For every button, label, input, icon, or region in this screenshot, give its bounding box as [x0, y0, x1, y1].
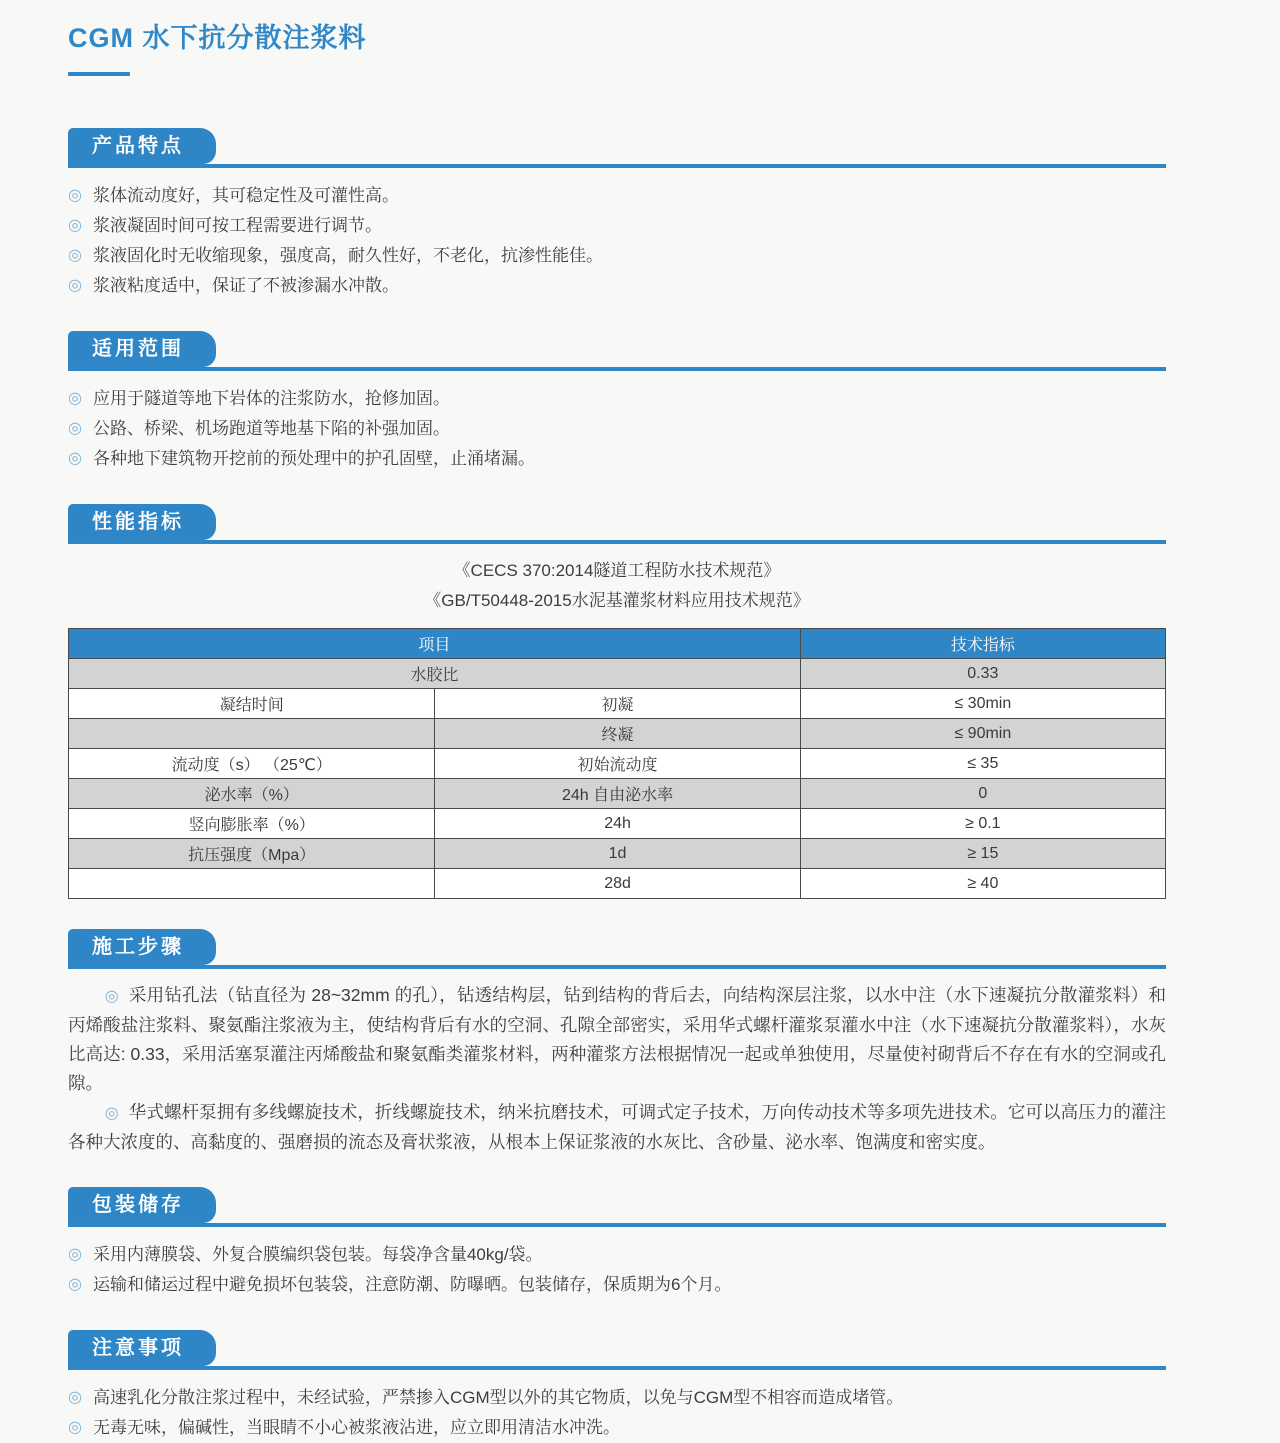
table-row: [69, 809, 1166, 839]
table-cell: 24h 自由泌水率: [435, 779, 800, 809]
list-item: [68, 211, 1166, 241]
table-row: [69, 869, 1166, 899]
section-header-rule: [68, 1330, 1166, 1370]
table-cell: 水胶比: [69, 659, 801, 689]
bullseye-icon: ◎: [68, 217, 82, 234]
packaging-list: [68, 1240, 1166, 1300]
table-cell: 0.33: [800, 659, 1165, 689]
table-row: [69, 659, 1166, 689]
standard-reference: 《GB/T50448-2015水泥基灌浆材料应用技术规范》: [424, 591, 810, 610]
column-header-item: 项目: [69, 629, 801, 659]
bullseye-icon: ◎: [104, 988, 119, 1005]
list-item: [68, 1413, 1166, 1443]
bullseye-icon: ◎: [68, 247, 82, 264]
bullseye-icon: ◎: [68, 277, 82, 294]
list-item-text: 浆液凝固时间可按工程需要进行调节。: [92, 216, 382, 235]
section-construction: [68, 929, 1166, 1157]
paragraph: [68, 1098, 1166, 1157]
section-heading-tab: 施工步骤: [68, 929, 216, 965]
paragraph-text: 华式螺杆泵拥有多线螺旋技术，折线螺旋技术，纳米抗磨技术，可调式定子技术，万向传动技术等多项先进技术。它可以高压力的灌注各种大浓度的、高黏度的、强磨损的流态及膏状浆液，从根本上保证浆液的水灰比、含砂量、泌水率、饱满度和密实度。: [68, 1102, 1166, 1152]
table-cell: 抗压强度（Mpa）: [69, 839, 435, 869]
section-header-rule: [68, 504, 1166, 544]
bullseye-icon: ◎: [104, 1105, 119, 1122]
title-underline: [68, 72, 130, 76]
list-item-text: 采用内薄膜袋、外复合膜编织袋包装。每袋净含量40kg/袋。: [92, 1245, 543, 1264]
section-heading-tab: 适用范围: [68, 331, 216, 367]
precautions-list: [68, 1383, 1166, 1443]
list-item-text: 运输和储运过程中避免损坏包装袋，注意防潮、防曝晒。包装储存，保质期为6个月。: [92, 1275, 732, 1294]
paragraph-text: 采用钻孔法（钻直径为 28~32mm 的孔），钻透结构层，钻到结构的背后去，向结构深层注浆，以水中注（水下速凝抗分散灌浆料）和丙烯酸盐注浆料、聚氨酯注浆液为主，使结构背后有水的空洞、孔隙全部密实，采用华式螺杆灌浆泵灌水中注（水下速凝抗分散灌浆料），水灰比高达: 0.33，采用活塞泵灌注丙烯酸盐和聚氨酯类灌浆材料，两种灌浆方法根据情况一起或单独使用，尽量使衬砌背后不存在有水的空洞或孔隙。: [68, 985, 1166, 1093]
column-header-value: 技术指标: [800, 629, 1165, 659]
list-item-text: 浆液粘度适中，保证了不被渗漏水冲散。: [92, 276, 399, 295]
list-item: [68, 1270, 1166, 1300]
table-row: [69, 839, 1166, 869]
list-item-text: 无毒无味，偏碱性，当眼睛不小心被浆液沾进，应立即用清洁水冲洗。: [92, 1418, 620, 1437]
list-item: [68, 414, 1166, 444]
section-packaging: [68, 1187, 1166, 1300]
table-cell: 竖向膨胀率（%）: [69, 809, 435, 839]
list-item-text: 应用于隧道等地下岩体的注浆防水，抢修加固。: [92, 389, 450, 408]
section-header-rule: [68, 929, 1166, 969]
table-cell: 凝结时间: [69, 689, 435, 719]
table-cell: 1d: [435, 839, 800, 869]
table-cell: ≥ 0.1: [800, 809, 1165, 839]
table-cell: ≤ 30min: [800, 689, 1165, 719]
list-item: [68, 241, 1166, 271]
table-cell: 泌水率（%）: [69, 779, 435, 809]
standard-reference: 《CECS 370:2014隧道工程防水技术规范》: [453, 561, 781, 580]
table-cell: [69, 869, 435, 899]
list-item-text: 浆液固化时无收缩现象，强度高，耐久性好，不老化，抗渗性能佳。: [92, 246, 603, 265]
list-item-text: 高速乳化分散注浆过程中，未经试验，严禁掺入CGM型以外的其它物质，以免与CGM型不相容而造成堵管。: [92, 1388, 904, 1407]
bullseye-icon: ◎: [68, 450, 82, 467]
section-heading-tab: 包装储存: [68, 1187, 216, 1223]
section-precautions: [68, 1330, 1166, 1443]
performance-table: [68, 628, 1166, 899]
list-item: [68, 1240, 1166, 1270]
scope-list: [68, 384, 1166, 474]
list-item: [68, 271, 1166, 301]
table-cell: 流动度（s） （25℃）: [69, 749, 435, 779]
construction-paragraphs: [68, 981, 1166, 1157]
table-cell: 0: [800, 779, 1165, 809]
table-row: [69, 689, 1166, 719]
table-cell: [69, 719, 435, 749]
table-cell: 初始流动度: [435, 749, 800, 779]
bullseye-icon: ◎: [68, 1246, 82, 1263]
section-features: [68, 128, 1166, 301]
table-cell: ≤ 90min: [800, 719, 1165, 749]
page-title: CGM 水下抗分散注浆料: [68, 23, 367, 53]
section-heading-tab: 性能指标: [68, 504, 216, 540]
features-list: [68, 181, 1166, 301]
product-datasheet-page: [68, 0, 1166, 1443]
list-item: [68, 181, 1166, 211]
bullseye-icon: ◎: [68, 187, 82, 204]
section-header-rule: [68, 128, 1166, 168]
list-item: [68, 444, 1166, 474]
section-heading-tab: 产品特点: [68, 128, 216, 164]
table-row: [69, 719, 1166, 749]
list-item-text: 公路、桥梁、机场跑道等地基下陷的补强加固。: [92, 419, 450, 438]
bullseye-icon: ◎: [68, 390, 82, 407]
table-cell: 28d: [435, 869, 800, 899]
list-item-text: 各种地下建筑物开挖前的预处理中的护孔固壁，止涌堵漏。: [92, 449, 535, 468]
table-header-row: [69, 629, 1166, 659]
paragraph: [68, 981, 1166, 1098]
list-item-text: 浆体流动度好，其可稳定性及可灌性高。: [92, 186, 399, 205]
section-header-rule: [68, 331, 1166, 371]
section-heading-tab: 注意事项: [68, 1330, 216, 1366]
section-header-rule: [68, 1187, 1166, 1227]
bullseye-icon: ◎: [68, 1389, 82, 1406]
bullseye-icon: ◎: [68, 1419, 82, 1436]
table-cell: ≥ 15: [800, 839, 1165, 869]
table-row: [69, 749, 1166, 779]
section-scope: [68, 331, 1166, 474]
list-item: [68, 384, 1166, 414]
table-cell: ≤ 35: [800, 749, 1165, 779]
table-cell: ≥ 40: [800, 869, 1165, 899]
list-item: [68, 1383, 1166, 1413]
table-cell: 24h: [435, 809, 800, 839]
section-performance: [68, 504, 1166, 899]
table-cell: 终凝: [435, 719, 800, 749]
bullseye-icon: ◎: [68, 1276, 82, 1293]
table-row: [69, 779, 1166, 809]
standards-references: [68, 556, 1166, 616]
bullseye-icon: ◎: [68, 420, 82, 437]
table-cell: 初凝: [435, 689, 800, 719]
